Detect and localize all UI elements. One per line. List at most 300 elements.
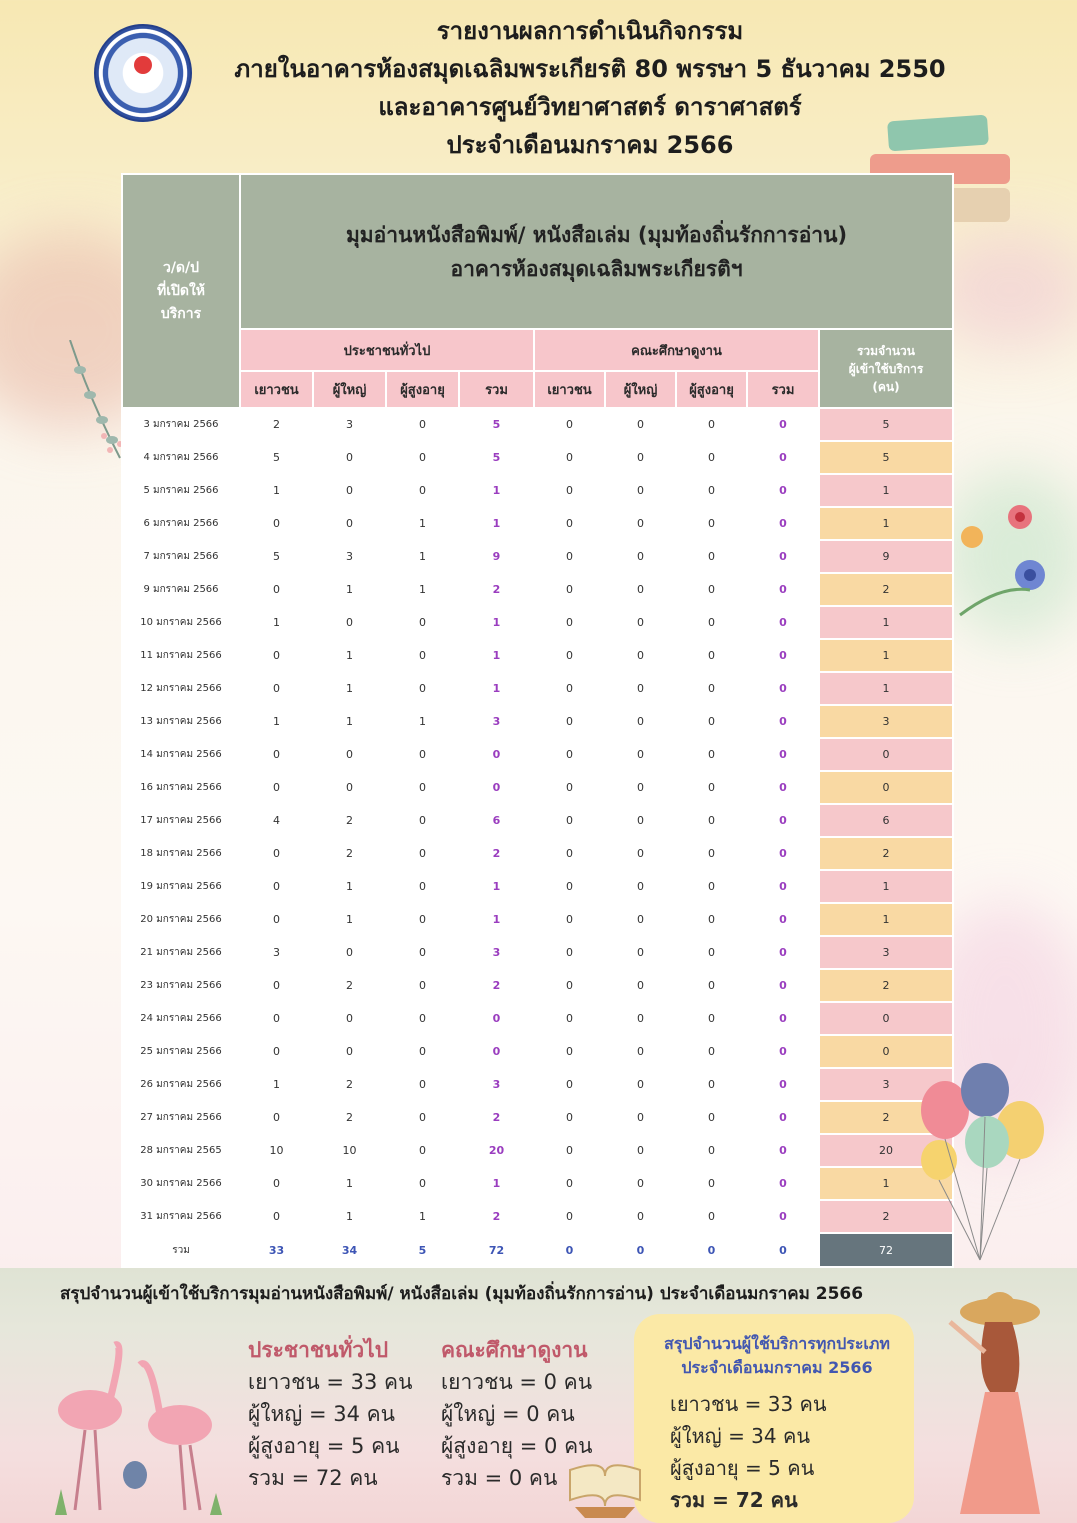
row-total: 1	[819, 672, 953, 705]
table-row	[122, 738, 953, 771]
table-row	[122, 903, 953, 936]
row-value: 0	[534, 441, 605, 474]
grand-total-value: 0	[605, 1233, 676, 1267]
row-value: 0	[240, 1035, 313, 1068]
row-value: 0	[386, 1134, 459, 1167]
row-total: 3	[819, 1068, 953, 1101]
grand-total-overall: 72	[819, 1233, 953, 1267]
row-total: 2	[819, 837, 953, 870]
row-total: 1	[819, 1167, 953, 1200]
group-header-public: ประชาชนทั่วไป	[240, 329, 534, 371]
row-value: 0	[605, 672, 676, 705]
summary-public	[248, 1334, 412, 1494]
row-subtotal: 0	[747, 1035, 819, 1068]
sub-column-header: เยาวชน	[240, 371, 313, 408]
row-value: 0	[676, 1134, 747, 1167]
row-date: 9 มกราคม 2566	[122, 573, 240, 606]
row-value: 0	[240, 969, 313, 1002]
table-row	[122, 474, 953, 507]
row-value: 0	[534, 936, 605, 969]
row-subtotal: 2	[459, 837, 534, 870]
row-value: 0	[534, 474, 605, 507]
row-value: 0	[605, 870, 676, 903]
table-title-line-2: อาคารห้องสมุดเฉลิมพระเกียรติฯ	[450, 256, 743, 281]
balloons-illustration	[915, 1062, 1050, 1262]
row-value: 2	[313, 1068, 386, 1101]
row-value: 1	[386, 705, 459, 738]
grand-total-value: 0	[747, 1233, 819, 1267]
table-row	[122, 771, 953, 804]
summary-visit-line: ผู้ใหญ่ = 0 คน	[441, 1402, 575, 1426]
row-value: 0	[313, 441, 386, 474]
row-subtotal: 0	[747, 1134, 819, 1167]
row-subtotal: 0	[747, 507, 819, 540]
row-subtotal: 0	[747, 606, 819, 639]
row-value: 3	[313, 540, 386, 573]
row-value: 0	[605, 804, 676, 837]
row-total: 1	[819, 903, 953, 936]
row-value: 0	[605, 1101, 676, 1134]
row-subtotal: 2	[459, 573, 534, 606]
row-value: 3	[313, 408, 386, 441]
row-total: 2	[819, 1101, 953, 1134]
row-subtotal: 0	[747, 771, 819, 804]
row-value: 4	[240, 804, 313, 837]
row-value: 0	[534, 540, 605, 573]
row-value: 0	[534, 1068, 605, 1101]
row-value: 1	[240, 705, 313, 738]
row-value: 0	[676, 1200, 747, 1233]
row-value: 0	[676, 1068, 747, 1101]
summary-all-line: รวม = 72 คน	[670, 1488, 798, 1512]
row-value: 0	[386, 474, 459, 507]
row-subtotal: 1	[459, 474, 534, 507]
sub-column-header: รวม	[459, 371, 534, 408]
row-value: 0	[534, 507, 605, 540]
row-value: 0	[676, 903, 747, 936]
row-value: 0	[386, 606, 459, 639]
row-date: 10 มกราคม 2566	[122, 606, 240, 639]
row-value: 0	[313, 936, 386, 969]
row-value: 0	[605, 1035, 676, 1068]
header-line-1: รายงานผลการดำเนินกิจกรรม	[436, 17, 744, 45]
row-value: 0	[240, 1101, 313, 1134]
table-row	[122, 408, 953, 441]
row-date: 31 มกราคม 2566	[122, 1200, 240, 1233]
grand-total-label: รวม	[122, 1233, 240, 1267]
row-value: 0	[605, 1167, 676, 1200]
table-row	[122, 1035, 953, 1068]
row-date: 17 มกราคม 2566	[122, 804, 240, 837]
row-value: 0	[605, 606, 676, 639]
row-subtotal: 3	[459, 1068, 534, 1101]
row-date: 21 มกราคม 2566	[122, 936, 240, 969]
girl-illustration	[940, 1282, 1060, 1520]
grand-total-value: 0	[676, 1233, 747, 1267]
grand-total-value: 5	[386, 1233, 459, 1267]
header-line-4: ประจำเดือนมกราคม 2566	[446, 131, 734, 159]
row-value: 0	[240, 507, 313, 540]
row-subtotal: 6	[459, 804, 534, 837]
flamingo-illustration	[40, 1330, 230, 1520]
row-subtotal: 0	[747, 1167, 819, 1200]
row-value: 1	[386, 540, 459, 573]
row-value: 0	[386, 672, 459, 705]
row-total: 0	[819, 771, 953, 804]
row-value: 0	[676, 1002, 747, 1035]
row-value: 0	[676, 870, 747, 903]
row-value: 0	[676, 507, 747, 540]
row-value: 1	[313, 639, 386, 672]
table-row	[122, 1101, 953, 1134]
row-subtotal: 0	[747, 705, 819, 738]
row-date: 23 มกราคม 2566	[122, 969, 240, 1002]
table-row	[122, 540, 953, 573]
row-value: 0	[676, 639, 747, 672]
row-value: 10	[313, 1134, 386, 1167]
row-value: 0	[534, 1002, 605, 1035]
summary-visit-line: รวม = 0 คน	[441, 1466, 558, 1490]
row-value: 1	[313, 573, 386, 606]
row-value: 0	[605, 936, 676, 969]
row-subtotal: 1	[459, 507, 534, 540]
row-value: 0	[534, 639, 605, 672]
date-column-header: ว/ด/ป ที่เปิดให้ บริการ	[122, 174, 240, 408]
row-value: 0	[534, 1200, 605, 1233]
row-total: 1	[819, 639, 953, 672]
row-subtotal: 0	[747, 1200, 819, 1233]
row-value: 0	[534, 1101, 605, 1134]
row-value: 0	[386, 936, 459, 969]
summary-public-line: ผู้ใหญ่ = 34 คน	[248, 1402, 396, 1426]
summary-all-line: เยาวชน = 33 คน	[670, 1392, 827, 1416]
row-value: 0	[605, 837, 676, 870]
row-subtotal: 0	[747, 837, 819, 870]
row-total: 1	[819, 507, 953, 540]
row-subtotal: 0	[747, 1002, 819, 1035]
row-subtotal: 0	[747, 969, 819, 1002]
table-row	[122, 672, 953, 705]
row-total: 0	[819, 738, 953, 771]
row-date: 27 มกราคม 2566	[122, 1101, 240, 1134]
row-value: 0	[676, 606, 747, 639]
row-value: 1	[240, 606, 313, 639]
row-value: 1	[386, 507, 459, 540]
table-row	[122, 1134, 953, 1167]
row-total: 3	[819, 705, 953, 738]
row-subtotal: 0	[459, 771, 534, 804]
row-value: 0	[240, 837, 313, 870]
summary-visit-heading: คณะศึกษาดูงาน	[441, 1338, 588, 1362]
summary-public-line: เยาวชน = 33 คน	[248, 1370, 413, 1394]
row-value: 0	[386, 837, 459, 870]
row-value: 0	[240, 672, 313, 705]
row-value: 1	[313, 705, 386, 738]
row-value: 0	[676, 804, 747, 837]
row-value: 0	[605, 1134, 676, 1167]
row-date: 3 มกราคม 2566	[122, 408, 240, 441]
row-value: 0	[534, 870, 605, 903]
row-subtotal: 0	[747, 1101, 819, 1134]
sub-column-header: ผู้ใหญ่	[605, 371, 676, 408]
row-subtotal: 0	[459, 738, 534, 771]
row-value: 5	[240, 441, 313, 474]
row-value: 0	[605, 441, 676, 474]
table-row	[122, 1200, 953, 1233]
table-row	[122, 870, 953, 903]
row-total: 2	[819, 969, 953, 1002]
row-subtotal: 1	[459, 903, 534, 936]
row-subtotal: 0	[459, 1002, 534, 1035]
row-value: 1	[313, 672, 386, 705]
row-value: 0	[534, 738, 605, 771]
row-value: 0	[313, 738, 386, 771]
row-value: 0	[313, 606, 386, 639]
row-subtotal: 9	[459, 540, 534, 573]
row-value: 0	[605, 969, 676, 1002]
row-subtotal: 1	[459, 606, 534, 639]
row-subtotal: 0	[747, 903, 819, 936]
row-value: 1	[386, 573, 459, 606]
row-value: 0	[240, 573, 313, 606]
sub-column-header: ผู้ใหญ่	[313, 371, 386, 408]
row-total: 20	[819, 1134, 953, 1167]
row-total: 1	[819, 870, 953, 903]
row-value: 0	[386, 804, 459, 837]
row-date: 24 มกราคม 2566	[122, 1002, 240, 1035]
row-total: 3	[819, 936, 953, 969]
row-total: 0	[819, 1035, 953, 1068]
row-value: 0	[676, 1167, 747, 1200]
row-value: 5	[240, 540, 313, 573]
row-subtotal: 0	[747, 540, 819, 573]
grand-total-row	[122, 1233, 953, 1267]
row-subtotal: 0	[747, 441, 819, 474]
row-subtotal: 0	[747, 936, 819, 969]
row-value: 0	[676, 771, 747, 804]
row-value: 0	[534, 573, 605, 606]
summary-visit-line: เยาวชน = 0 คน	[441, 1370, 593, 1394]
row-value: 0	[386, 639, 459, 672]
row-value: 2	[240, 408, 313, 441]
logo-sun-icon	[134, 56, 152, 74]
flowers-illustration	[950, 495, 1070, 625]
row-value: 0	[386, 1167, 459, 1200]
row-value: 0	[605, 408, 676, 441]
row-value: 0	[534, 1134, 605, 1167]
table-row	[122, 1002, 953, 1035]
row-value: 0	[534, 1035, 605, 1068]
table-row	[122, 804, 953, 837]
table-row	[122, 441, 953, 474]
row-value: 0	[676, 936, 747, 969]
row-value: 0	[386, 441, 459, 474]
row-subtotal: 2	[459, 1200, 534, 1233]
row-value: 0	[313, 474, 386, 507]
row-date: 20 มกราคม 2566	[122, 903, 240, 936]
table-title-line-1: มุมอ่านหนังสือพิมพ์/ หนังสือเล่ม (มุมท้องถิ่นรักการอ่าน)	[345, 222, 848, 247]
row-date: 6 มกราคม 2566	[122, 507, 240, 540]
row-value: 0	[534, 804, 605, 837]
table-row	[122, 969, 953, 1002]
row-subtotal: 0	[747, 804, 819, 837]
sub-column-header: ผู้สูงอายุ	[386, 371, 459, 408]
row-value: 0	[605, 507, 676, 540]
row-value: 0	[240, 1002, 313, 1035]
row-value: 0	[676, 672, 747, 705]
row-value: 0	[605, 573, 676, 606]
summary-all-box	[634, 1314, 914, 1523]
grand-total-value: 72	[459, 1233, 534, 1267]
row-value: 0	[240, 771, 313, 804]
sub-column-header: เยาวชน	[534, 371, 605, 408]
row-value: 0	[240, 639, 313, 672]
row-value: 0	[605, 1200, 676, 1233]
row-value: 2	[313, 969, 386, 1002]
row-value: 0	[534, 771, 605, 804]
row-date: 4 มกราคม 2566	[122, 441, 240, 474]
row-value: 1	[313, 1167, 386, 1200]
row-value: 0	[676, 969, 747, 1002]
row-value: 0	[313, 507, 386, 540]
row-value: 0	[605, 738, 676, 771]
row-value: 2	[313, 1101, 386, 1134]
row-subtotal: 0	[747, 474, 819, 507]
header-line-2: ภายในอาคารห้องสมุดเฉลิมพระเกียรติ 80 พรรษา 5 ธันวาคม 2550	[234, 55, 946, 83]
table-row	[122, 705, 953, 738]
table-row	[122, 1068, 953, 1101]
row-subtotal: 0	[747, 870, 819, 903]
row-date: 12 มกราคม 2566	[122, 672, 240, 705]
row-value: 0	[676, 474, 747, 507]
row-value: 0	[676, 441, 747, 474]
row-subtotal: 0	[747, 639, 819, 672]
total-column-header: รวมจำนวน ผู้เข้าใช้บริการ (คน)	[819, 329, 953, 408]
row-value: 0	[313, 1035, 386, 1068]
row-total: 0	[819, 1002, 953, 1035]
row-value: 0	[676, 705, 747, 738]
grand-total-value: 34	[313, 1233, 386, 1267]
row-value: 1	[240, 1068, 313, 1101]
row-value: 0	[605, 639, 676, 672]
row-value: 1	[313, 903, 386, 936]
row-value: 0	[240, 870, 313, 903]
sub-column-header: ผู้สูงอายุ	[676, 371, 747, 408]
row-total: 2	[819, 1200, 953, 1233]
row-value: 1	[313, 1200, 386, 1233]
open-book-illustration	[565, 1452, 645, 1520]
row-value: 0	[605, 474, 676, 507]
row-date: 7 มกราคม 2566	[122, 540, 240, 573]
row-subtotal: 3	[459, 936, 534, 969]
row-total: 5	[819, 408, 953, 441]
table-row	[122, 606, 953, 639]
row-value: 0	[240, 1200, 313, 1233]
row-value: 2	[313, 837, 386, 870]
row-value: 0	[240, 903, 313, 936]
row-value: 0	[676, 540, 747, 573]
row-value: 0	[676, 1035, 747, 1068]
summary-title: สรุปจำนวนผู้เข้าใช้บริการมุมอ่านหนังสือพิมพ์/ หนังสือเล่ม (มุมท้องถิ่นรักการอ่าน) ประจำเดือนมกราคม 2566	[60, 1284, 864, 1304]
row-value: 0	[386, 1101, 459, 1134]
row-value: 0	[534, 705, 605, 738]
row-value: 0	[534, 837, 605, 870]
row-date: 19 มกราคม 2566	[122, 870, 240, 903]
row-subtotal: 0	[747, 408, 819, 441]
row-date: 14 มกราคม 2566	[122, 738, 240, 771]
row-value: 0	[605, 1068, 676, 1101]
row-subtotal: 20	[459, 1134, 534, 1167]
row-value: 0	[240, 1167, 313, 1200]
grand-total-value: 0	[534, 1233, 605, 1267]
row-value: 0	[605, 540, 676, 573]
row-value: 0	[313, 1002, 386, 1035]
row-subtotal: 1	[459, 672, 534, 705]
header-line-3: และอาคารศูนย์วิทยาศาสตร์ ดาราศาสตร์	[378, 93, 802, 121]
table-row	[122, 507, 953, 540]
summary-all-heading: สรุปจำนวนผู้ใช้บริการทุกประเภท ประจำเดือนมกราคม 2566	[664, 1334, 890, 1377]
row-value: 0	[676, 738, 747, 771]
row-value: 0	[534, 408, 605, 441]
row-value: 0	[386, 408, 459, 441]
row-total: 1	[819, 606, 953, 639]
row-value: 0	[386, 903, 459, 936]
row-value: 0	[386, 1068, 459, 1101]
row-subtotal: 0	[459, 1035, 534, 1068]
row-date: 26 มกราคม 2566	[122, 1068, 240, 1101]
row-value: 0	[386, 1002, 459, 1035]
organization-logo	[94, 24, 192, 122]
row-value: 0	[605, 705, 676, 738]
row-value: 0	[605, 771, 676, 804]
summary-public-heading: ประชาชนทั่วไป	[248, 1338, 389, 1362]
table-row	[122, 639, 953, 672]
row-subtotal: 0	[747, 672, 819, 705]
row-value: 10	[240, 1134, 313, 1167]
row-value: 0	[534, 1167, 605, 1200]
row-value: 0	[676, 1101, 747, 1134]
row-value: 0	[676, 837, 747, 870]
row-value: 0	[386, 870, 459, 903]
table-row	[122, 837, 953, 870]
row-value: 0	[605, 1002, 676, 1035]
row-value: 0	[386, 1035, 459, 1068]
row-date: 16 มกราคม 2566	[122, 771, 240, 804]
row-subtotal: 0	[747, 1068, 819, 1101]
row-value: 0	[534, 903, 605, 936]
row-date: 13 มกราคม 2566	[122, 705, 240, 738]
summary-public-line: รวม = 72 คน	[248, 1466, 378, 1490]
row-value: 0	[386, 771, 459, 804]
table-row	[122, 573, 953, 606]
row-total: 2	[819, 573, 953, 606]
row-date: 30 มกราคม 2566	[122, 1167, 240, 1200]
row-subtotal: 2	[459, 969, 534, 1002]
row-value: 0	[313, 771, 386, 804]
row-value: 0	[676, 573, 747, 606]
summary-visit-line: ผู้สูงอายุ = 0 คน	[441, 1434, 593, 1458]
sub-column-header: รวม	[747, 371, 819, 408]
row-total: 5	[819, 441, 953, 474]
summary-all-line: ผู้สูงอายุ = 5 คน	[670, 1456, 815, 1480]
table-row	[122, 936, 953, 969]
row-value: 0	[386, 738, 459, 771]
row-subtotal: 1	[459, 639, 534, 672]
row-value: 0	[534, 672, 605, 705]
row-date: 11 มกราคม 2566	[122, 639, 240, 672]
row-total: 9	[819, 540, 953, 573]
row-subtotal: 0	[747, 738, 819, 771]
